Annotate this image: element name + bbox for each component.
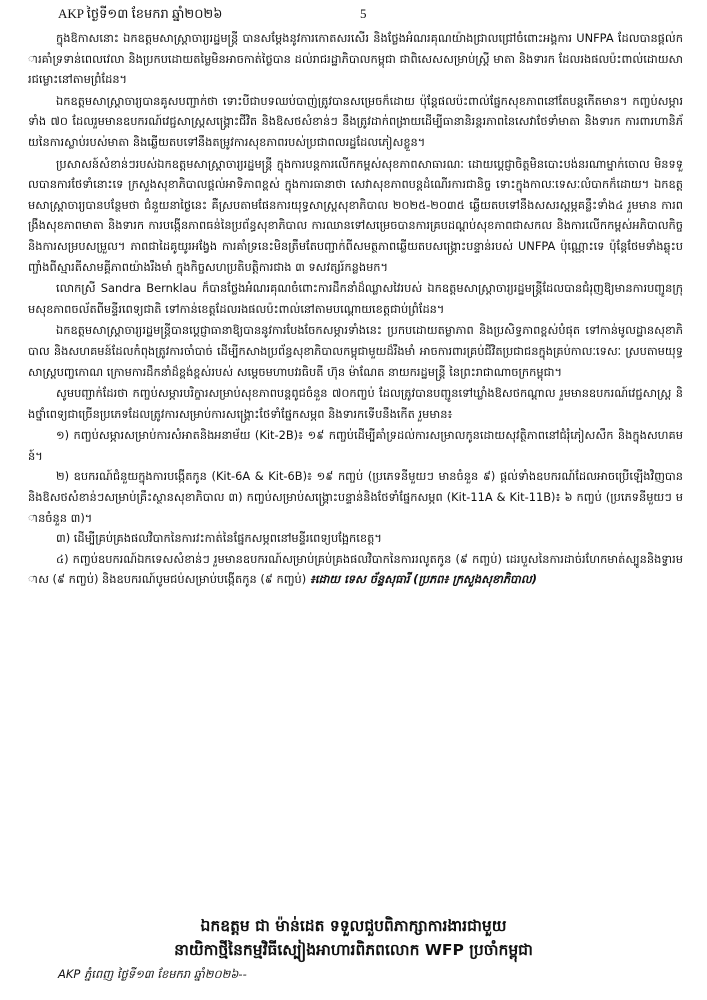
list-item-2: ២) ឧបករណ៍ជំនួយក្នុងការបង្កើតកូន (Kit-6A & Kit-6B)៖ ១៩ កញ្ចប់ (ប្រភេទនីមួយៗ មានចំនួន ៩) ផ្ដល់ទាំងឧបករណ៍ដែលអាចប្រើឡើងវិញបាន និងឱសថសំខាន់ៗសម្រាប់គ្រឹះស្ថានសុខាភិបាល ៣) កញ្ចប់សម្រាប់សង្គ្រោះបន្ទាន់និងថែទាំផ្នែកសម្ភព (Kit-11A & Kit-11B)៖ ៦ កញ្ចប់ (ប្រភេទនីមួយៗ មានចំនួន ៣)។ bbox=[28, 469, 683, 525]
page-header bbox=[58, 6, 658, 24]
page-number: 5 bbox=[360, 6, 367, 21]
next-article-title-line-2: នាយិកាថ្មីនៃកម្មវិធីស្បៀងអាហារពិភពលោក WFP ប្រចាំកម្ពុជា bbox=[174, 941, 533, 959]
paragraph-5: ឯកឧត្តមសាស្ត្រាចារ្យរដ្ឋមន្ត្រីបានប្ដេជ្ញាធានាឱ្យបាននូវការបែងចែកសម្ភារទាំងនេះ ប្រកបដោយតម្លាភាព និងប្រសិទ្ធភាពខ្ពស់បំផុត ទៅកាន់មូលដ្ឋានសុខាភិបាល និងសហគមន៍ដែលកំពុងត្រូវការចាំបាច់ ដើម្បីកសាងប្រព័ន្ធសុខាភិបាលកម្ពុជាមួយដ៏រឹងមាំ អាចការពារគ្រប់ជីវិតប្រជាជនក្នុងគ្រប់កាលៈទេសៈ ស្របតាមយុទ្ធសាស្ត្របញ្ចកោណ ក្រោមការដឹកនាំដ៏ខ្ពង់ខ្ពស់របស់ សម្ដេចមហាបវរធិបតី ហ៊ុន ម៉ាណែត នាយករដ្ឋមន្ត្រី នៃព្រះរាជាណាចក្រកម្ពុជា។ bbox=[28, 323, 683, 379]
paragraph-2: ឯកឧត្តមសាស្ត្រាចារ្យបានគូសបញ្ជាក់ថា ទោះបីជាបទឈប់បាញ់ត្រូវបានសម្រេចក៏ដោយ ប៉ុន្តែផលប៉ះពាល់ផ្នែកសុខភាពនៅតែបន្តកើតមាន។ កញ្ចប់សម្ភារទាំង ៧០ ដែលរួមមានឧបករណ៍វេជ្ជសាស្ត្រសង្គ្រោះជីវិត និងឱសថសំខាន់ៗ នឹងត្រូវដាក់ពង្រាយដើម្បីធានានិរន្តរភាពនៃសេវាថែទាំមាតា និងទារក ការពារហានិភ័យនៃការស្លាប់របស់មាតា និងឆ្លើយតបទៅនឹងតម្រូវការសុខភាពរបស់ប្រជាពលរដ្ឋដែលភៀសខ្លួន។ bbox=[28, 93, 683, 149]
list-item-4 bbox=[28, 549, 683, 590]
author-byline: ៖ដោយ ទេស ច័ន្ទសុធារី bbox=[309, 572, 410, 587]
list-item-1: ១) កញ្ចប់សម្ភារសម្រាប់ការសំអាតនិងអនាម័យ (Kit-2B)៖ ១៩ កញ្ចប់ដើម្បីគាំទ្រដល់ការសម្រាលកូនដោយសុវត្ថិភាពនៅជំរុំភៀសសឹក និងក្នុងសហគមន៍។ bbox=[28, 428, 683, 463]
next-article-title-line-1: ឯកឧត្តម ជា ម៉ាន់ដេត ទទួលជួបពិភាក្សាការងារជាមួយ bbox=[200, 917, 507, 935]
article-body bbox=[28, 28, 683, 590]
list-item-3: ៣) ដើម្បីគ្រប់គ្រងផលវិបាកនៃការវះកាត់នៃផ្នែកសម្ភពនៅមន្ទីរពេទ្យបង្អែកខេត្ត។ bbox=[56, 531, 382, 546]
paragraph-4: លោកស្រី Sandra Bernklau ក៏បានថ្លែងអំណរគុណចំពោះការដឹកនាំដ៏ឈ្លាសវៃរបស់ ឯកឧត្តមសាស្ត្រាចារ្យរដ្ឋមន្ត្រីដែលបានជំរុញឱ្យមានការបញ្ជូនក្រុមសុខភាពចល័តពីមន្ទីរពេទ្យជាតិ ទៅកាន់ខេត្តដែលរងផលប៉ះពាល់នៅតាមបណ្ដោយខេត្តជាប់ព្រំដែន។ bbox=[28, 281, 683, 316]
paragraph-6: សូមបញ្ជាក់ដែរថា កញ្ចប់សម្ភារបរិក្ខារសម្រាប់សុខភាពបន្តពូជចំនួន ៧០កញ្ចប់ ដែលត្រូវបានបញ្ជូនទៅឃ្លាំងឱសថកណ្ដាល រួមមានឧបករណ៍វេជ្ជសាស្ត្រ និងថ្នាំពេទ្យជាច្រើនប្រភេទដែលត្រូវការសម្រាប់ការសង្គ្រោះថែទាំផ្នែកសម្ភព និងទារកទើបនឹងកើត រួមមាន៖ bbox=[28, 386, 683, 421]
paragraph-3: ប្រសាសន៍សំខាន់ៗរបស់ឯកឧត្តមសាស្ត្រាចារ្យរដ្ឋមន្ត្រី ក្នុងការបន្តការលើកកម្ពស់សុខភាពសាធារណៈ ដោយប្ដេជ្ញាចិត្តមិនបោះបង់នរណាម្នាក់ចោល មិនទទួលបានការថែទាំនោះទេ ក្រសួងសុខាភិបាលផ្ដល់អាទិភាពខ្ពស់ ក្នុងការធានាថា សេវាសុខភាពបន្តដំណើរការជានិច្ច ទោះក្នុងកាលៈទេសៈលំបាកក៏ដោយ។ ឯកឧត្តមសាស្ត្រាចារ្យបានបន្ថែមថា ជំនួយនាថ្ងៃនេះ គឺស្របតាមផែនការយុទ្ធសាស្ត្រសុខាភិបាល ២០២៥-២០៣៥ ឆ្លើយតបទៅនឹងសសរស្ដម្ភគន្លឹះទាំង៤ រួមមាន ការពង្រឹងសុខភាពមាតា និងទារក ការបង្កើនភាពធន់នៃប្រព័ន្ធសុខាភិបាល ការឈានទៅសម្រេចបានការគ្របដណ្ដប់សុខភាពជាសកល និងការលើកកម្ពស់អភិបាលកិច្ច និងការសម្របសម្រួល។ ភាពជាដៃគូយូរអង្វែង ការគាំទ្រនេះមិនត្រឹមតែបញ្ជាក់ពីសមត្ថភាពឆ្លើយតបសង្គ្រោះបន្ទាន់របស់ UNFPA ប៉ុណ្ណោះទេ ប៉ុន្តែថែមទាំងឆ្លុះបញ្ចាំងពីស្មារតីសាមគ្គីភាពយ៉ាងរឹងមាំ ក្នុងកិច្ចសហប្រតិបត្តិការជាង ៣ ទសវត្សរ៍កន្លងមក។ bbox=[28, 156, 683, 274]
list-item-4-text: ៤) កញ្ចប់ឧបករណ៍ឯកទេសសំខាន់ៗ រួមមានឧបករណ៍សម្រាប់គ្រប់គ្រងផលវិបាកនៃការរលូតកូន (៩ កញ្ចប់) ដេរបួសនៃការដាច់រហែកមាត់ស្បូននិងទ្វារមាស (៩ កញ្ចប់) និងឧបករណ៍បូមជប់សម្រាប់បង្កើតកូន (៩ កញ្ចប់) bbox=[28, 551, 683, 587]
next-article-dateline: AKP ភ្នំពេញ ថ្ងៃទី១៣ ខែមករា ឆ្នាំ២០២៦-- bbox=[58, 967, 247, 981]
header-agency-date: AKP ថ្ងៃទី១៣ ខែមករា ឆ្នាំ២០២៦ bbox=[58, 6, 223, 21]
source-credit: (ប្រភព៖ ក្រសួងសុខាភិបាល) bbox=[413, 572, 537, 587]
paragraph-1: ក្នុងឱកាសនោះ ឯកឧត្តមសាស្ត្រាចារ្យរដ្ឋមន្ត្រី បានសម្ដែងនូវការកោតសរសើរ និងថ្លែងអំណរគុណយ៉ាងជ្រាលជ្រៅចំពោះអង្គការ UNFPA ដែលបានផ្ដល់ការគាំទ្រទាន់ពេលវេលា និងប្រកបដោយតម្លៃមិនអាចកាត់ថ្លៃបាន ដល់រាជរដ្ឋាភិបាលកម្ពុជា ជាពិសេសសម្រាប់ស្ត្រី មាតា និងទារក ដែលរងផលប៉ះពាល់ដោយសារជម្លោះនៅតាមព្រំដែន។ bbox=[28, 31, 683, 87]
